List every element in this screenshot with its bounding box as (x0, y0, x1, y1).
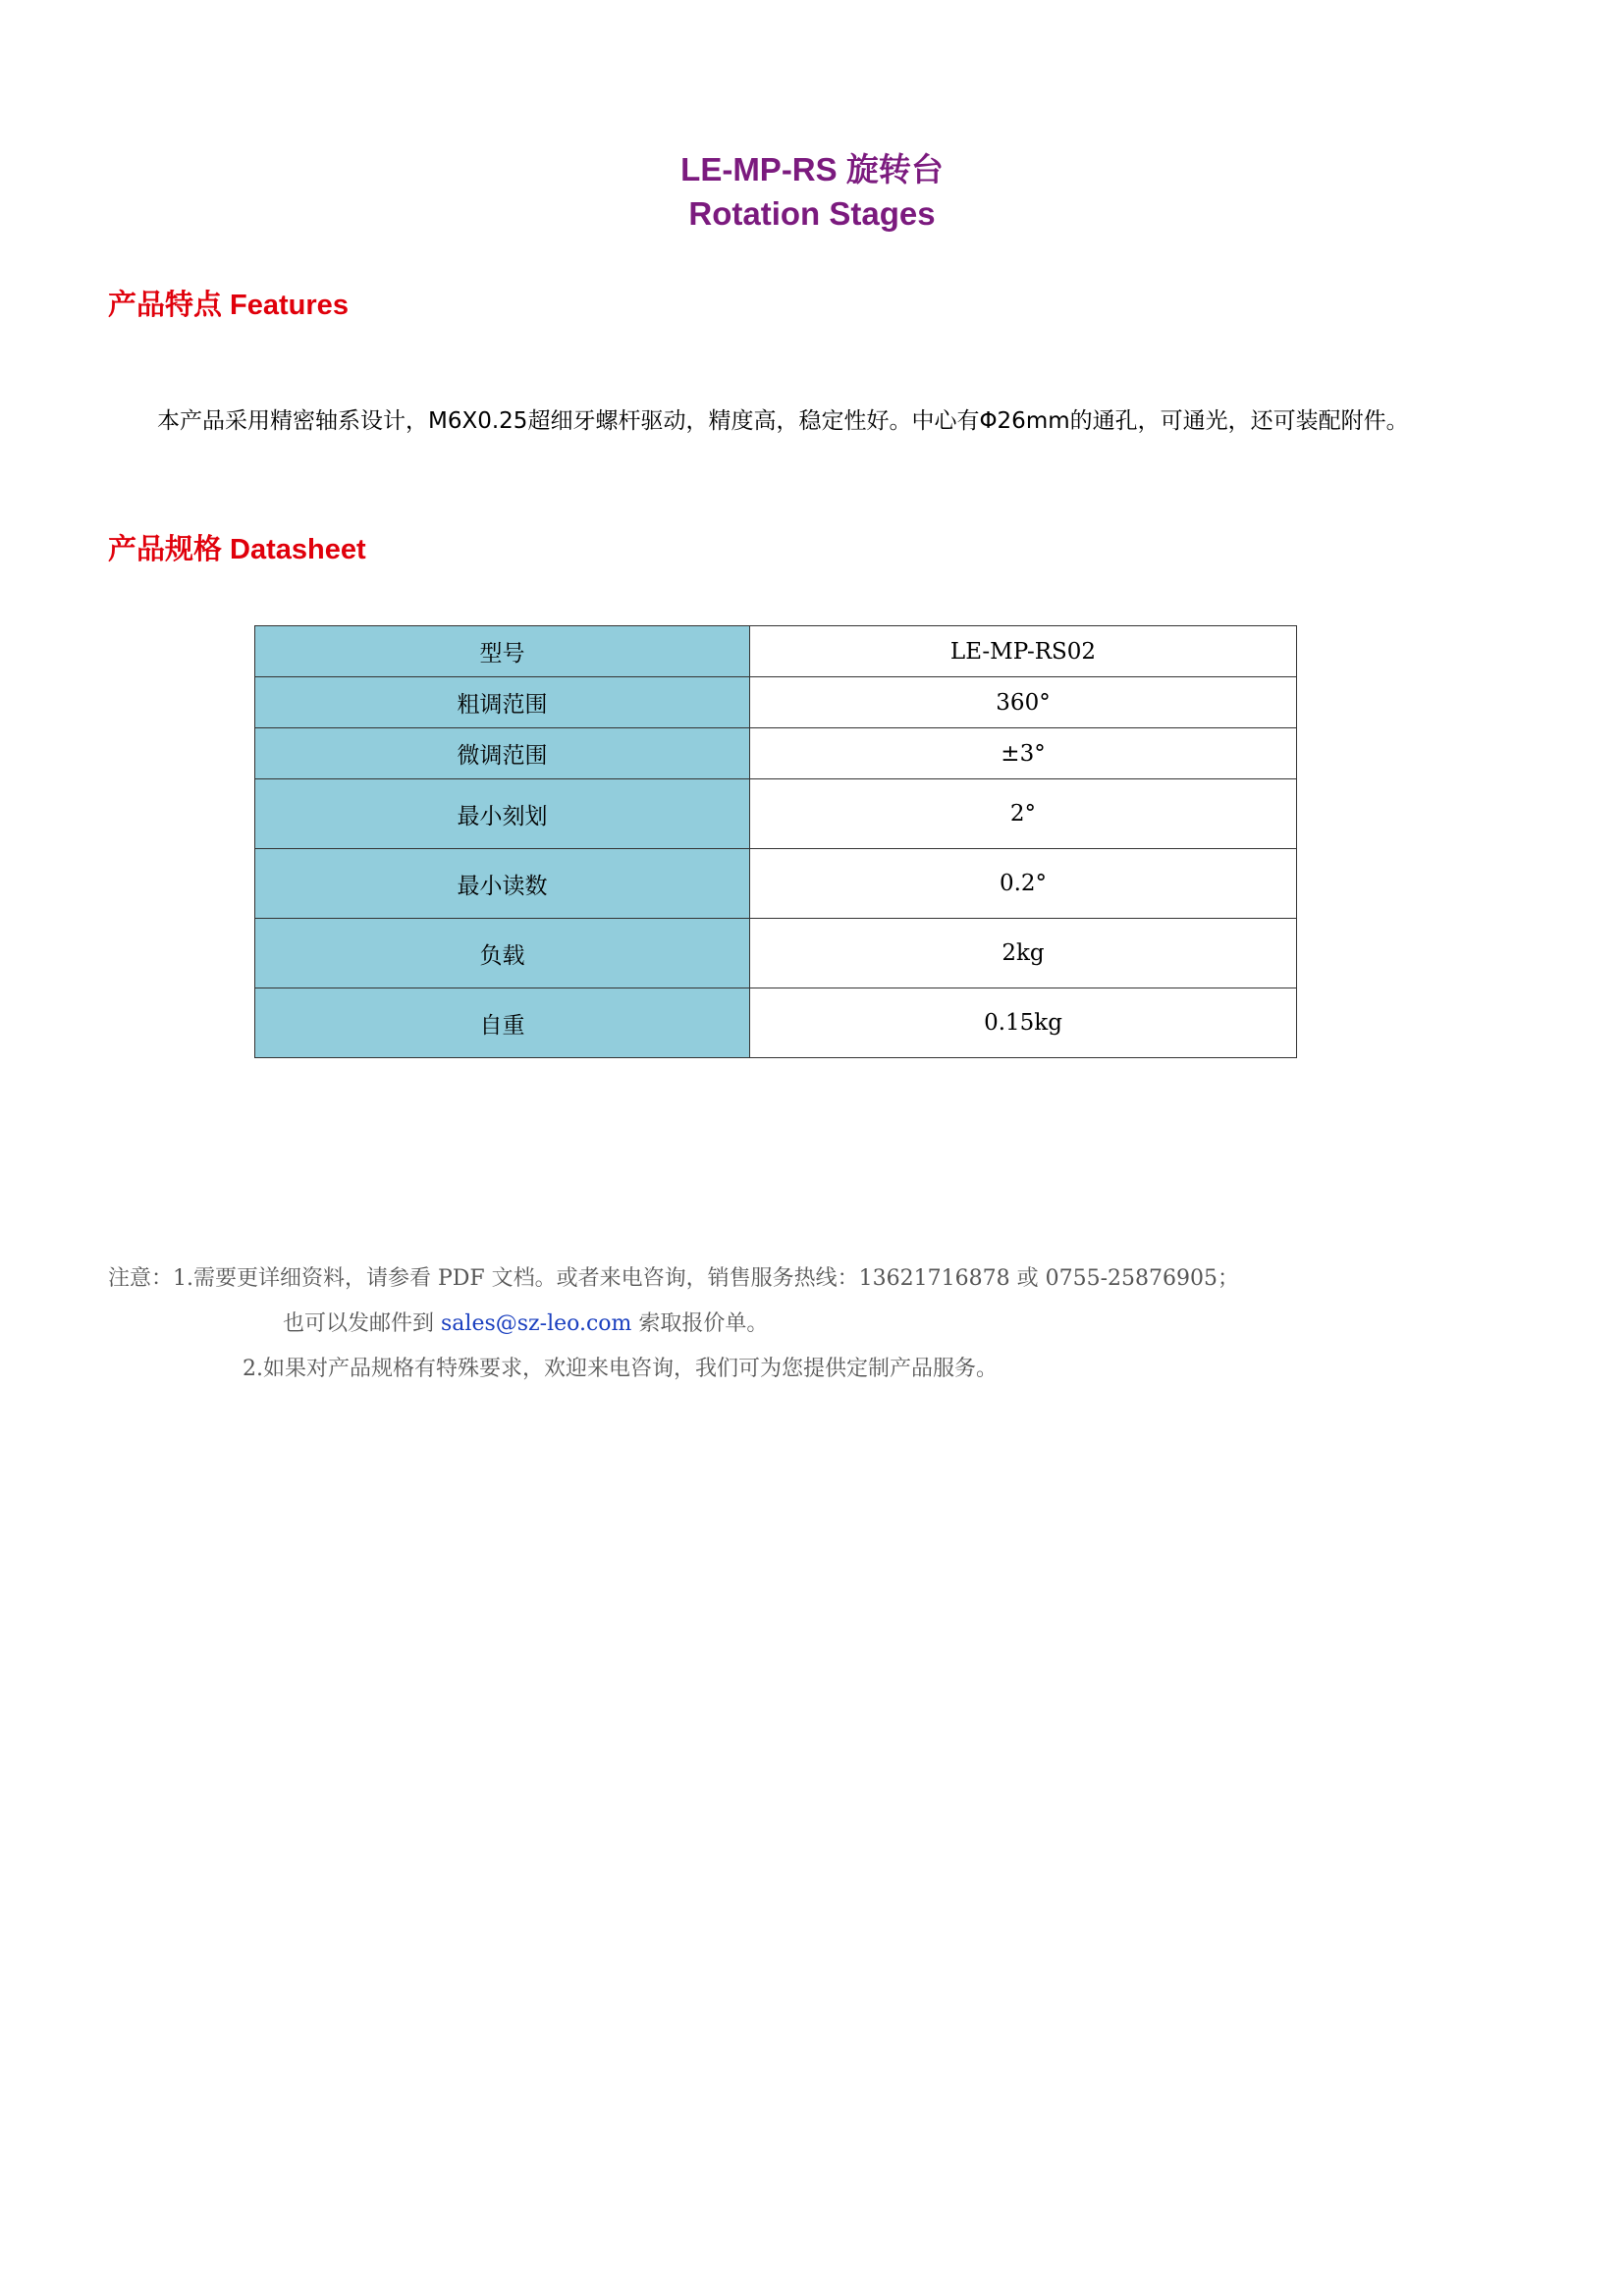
features-heading: 产品特点 Features (108, 290, 349, 321)
spec-value: 360° (750, 677, 1297, 728)
datasheet-heading: 产品规格 Datasheet (108, 534, 366, 565)
spec-value: LE-MP-RS02 (750, 626, 1297, 677)
spec-label: 最小刻划 (255, 779, 750, 849)
title-line-2: Rotation Stages (688, 195, 936, 232)
note-line-1: 注意：1.需要更详细资料，请参看 PDF 文档。或者来电咨询，销售服务热线：13621716878 或 0755-25876905； (108, 1266, 1240, 1291)
note-line-2-suffix: 索取报价单。 (631, 1311, 769, 1336)
spec-label: 负载 (255, 919, 750, 988)
table-row (255, 677, 1297, 728)
table-row (255, 988, 1297, 1058)
spec-label: 粗调范围 (255, 677, 750, 728)
spec-label: 微调范围 (255, 728, 750, 779)
table-row (255, 919, 1297, 988)
spec-label: 型号 (255, 626, 750, 677)
spec-label: 自重 (255, 988, 750, 1058)
notes (108, 1256, 1239, 1392)
spec-value: ±3° (750, 728, 1297, 779)
spec-value: 0.15kg (750, 988, 1297, 1058)
spec-table (254, 625, 1297, 1058)
note-line-2-prefix: 也可以发邮件到 (283, 1311, 441, 1336)
spec-value: 2° (750, 779, 1297, 849)
page-title (0, 147, 1624, 236)
table-row (255, 728, 1297, 779)
table-row (255, 626, 1297, 677)
title-line-1: LE-MP-RS 旋转台 (680, 151, 944, 187)
spec-label: 最小读数 (255, 849, 750, 919)
table-row (255, 779, 1297, 849)
table-row (255, 849, 1297, 919)
note-line-3: 2.如果对产品规格有特殊要求，欢迎来电咨询，我们可为您提供定制产品服务。 (243, 1357, 998, 1381)
spec-value: 2kg (750, 919, 1297, 988)
features-text: 本产品采用精密轴系设计，M6X0.25超细牙螺杆驱动，精度高，稳定性好。中心有Φ26mm的通孔，可通光，还可装配附件。 (157, 408, 1409, 434)
note-line-2 (108, 1302, 1239, 1347)
spec-value: 0.2° (750, 849, 1297, 919)
email-link[interactable]: sales@sz-leo.com (441, 1311, 632, 1336)
